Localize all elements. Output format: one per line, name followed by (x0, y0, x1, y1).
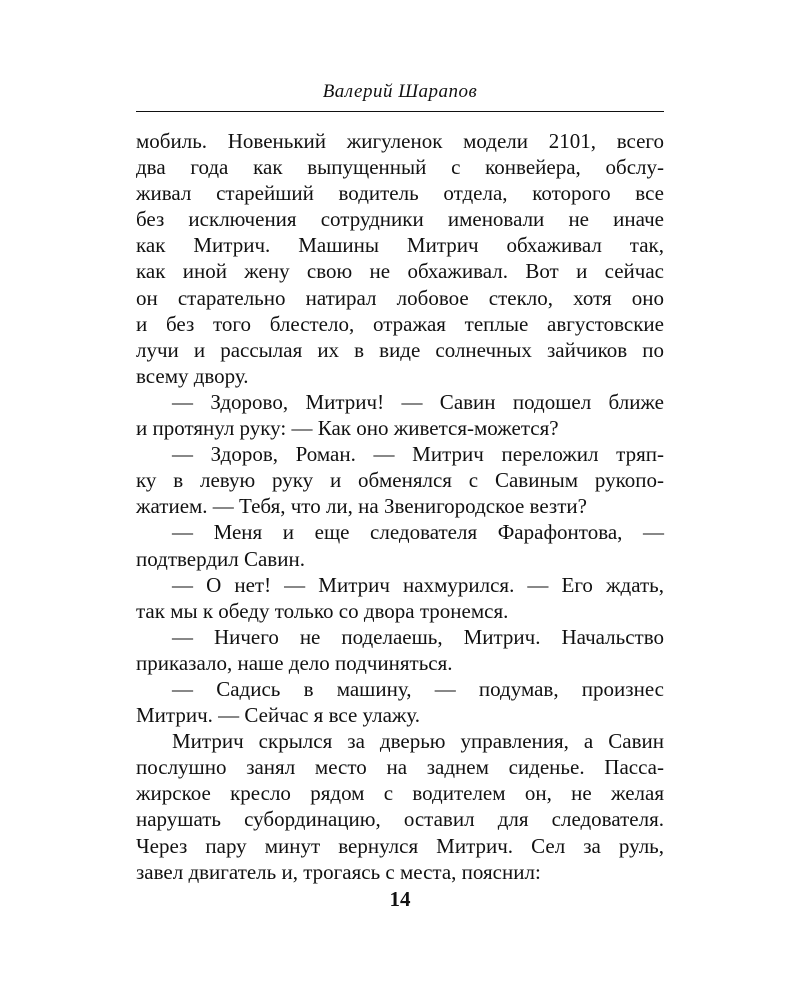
text-line: так мы к обеду только со двора тронемся. (136, 598, 509, 623)
text-line: два года как выпущенный с конвейера, обслу- (136, 155, 664, 180)
text-line: — Здоров, Роман. — Митрич переложил тряп- (172, 442, 664, 467)
text-line: Митрич. — Сейчас я все улажу. (136, 703, 421, 728)
text-line: — Меня и еще следователя Фарафонтова, — (172, 520, 664, 545)
text-line: — Ничего не поделаешь, Митрич. Начальство (172, 624, 664, 649)
text-line: лучи и рассылая их в виде солнечных зайчиков по (136, 337, 664, 362)
text-line: жатием. — Тебя, что ли, на Звенигородское везти? (136, 494, 587, 519)
text-line: жирское кресло рядом с водителем он, не желая (136, 781, 664, 806)
page-body (136, 128, 664, 885)
text-line: как Митрич. Машины Митрич обхаживал так, (136, 233, 664, 258)
text-line: всему двору. (136, 363, 249, 388)
text-line: ку в левую руку и обменялся с Савиным рукопо- (136, 468, 664, 493)
text-line: как иной жену свою не обхаживал. Вот и сейчас (136, 259, 664, 284)
text-line: и протянул руку: — Как оно живется-можется? (136, 416, 559, 441)
text-line: и без того блестело, отражая теплые августовские (136, 311, 664, 336)
page-number: 14 (389, 887, 411, 911)
header-rule (136, 111, 664, 112)
text-line: Через пару минут вернулся Митрич. Сел за руль, (136, 833, 664, 858)
running-header: Валерий Шарапов (322, 81, 478, 102)
text-line: подтвердил Савин. (136, 546, 305, 571)
text-line: мобиль. Новенький жигуленок модели 2101, всего (136, 129, 664, 153)
text-line: — Здорово, Митрич! — Савин подошел ближе (172, 389, 664, 414)
text-line: — О нет! — Митрич нахмурился. — Его ждать, (172, 572, 664, 597)
text-line: Митрич скрылся за дверью управления, а Савин (172, 729, 664, 754)
text-line: живал старейший водитель отдела, которого все (136, 181, 664, 206)
text-line: послушно занял место на заднем сиденье. Пасса- (136, 755, 664, 780)
text-line: приказало, наше дело подчиняться. (136, 650, 453, 675)
text-line: завел двигатель и, трогаясь с места, пояснил: (136, 859, 541, 884)
text-line: без исключения сотрудники именовали не иначе (136, 207, 664, 232)
text-line: нарушать субординацию, оставил для следователя. (136, 807, 664, 832)
text-line: — Садись в машину, — подумав, произнес (172, 676, 664, 701)
text-line: он старательно натирал лобовое стекло, хотя оно (136, 285, 664, 310)
